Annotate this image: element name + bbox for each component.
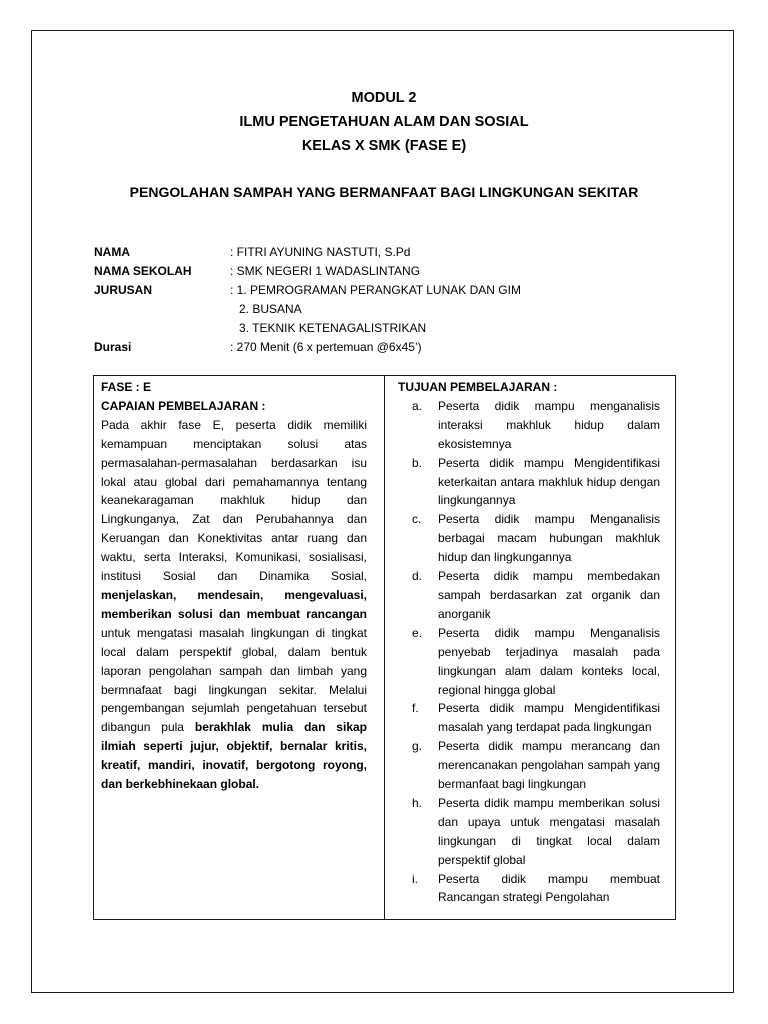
fase-label: FASE : E [101, 380, 152, 394]
capaian-text-1: Pada akhir fase E, peserta didik memiliki kemampuan menciptakan solusi atas permasalahan-permasalahan berdasarkan isu lokal atau global dari pemahamannya tentang keanekaragaman makhluk hidup dan Lingkunganya, Zat dan Perubahannya dan Keruangan dan Konektivitas antar ruang dan waktu, serta Interaksi, Komunikasi, sosialisasi, institusi Sosial dan Dinamika Sosial, [101, 417, 367, 584]
goal-letter: h. [412, 795, 423, 810]
jurusan-item-1: : 1. PEMROGRAMAN PERANGKAT LUNAK DAN GIM [230, 283, 521, 297]
goal-letter: g. [412, 739, 423, 754]
table-divider [384, 376, 385, 919]
goal-item [398, 397, 660, 454]
topic-title: PENGOLAHAN SAMPAH YANG BERMANFAAT BAGI LINGKUNGAN SEKITAR [129, 184, 639, 200]
goal-text: Peserta didik mampu merancang dan merencanakan pengolahan sampah yang bermanfaat bagi lingkungan [438, 739, 660, 792]
goal-letter: a. [412, 398, 423, 413]
goal-item [398, 794, 660, 870]
capaian-paragraph [101, 416, 367, 794]
goal-text: Peserta didik mampu membuat Rancangan strategi Pengolahan [438, 871, 660, 905]
jurusan-item-2: 2. BUSANA [239, 302, 302, 316]
sekolah-label: NAMA SEKOLAH [94, 264, 192, 278]
goal-item [398, 699, 660, 737]
durasi-label: Durasi [94, 340, 132, 354]
goal-item [398, 737, 660, 794]
goal-text: Peserta didik mampu Menganalisis berbagai macam hubungan makhluk hidup dan lingkungannya [438, 512, 660, 565]
jurusan-item-3: 3. TEKNIK KETENAGALISTRIKAN [239, 321, 427, 335]
tujuan-column [398, 378, 660, 918]
goal-text: Peserta didik mampu memberikan solusi dan upaya untuk mengatasi masalah lingkungan di tingkat local dalam perspektif global [438, 795, 660, 867]
goal-letter: c. [412, 512, 422, 527]
capaian-text-bold-1: menjelaskan, mendesain, mengevaluasi, memberikan solusi dan membuat rancangan [101, 587, 367, 621]
nama-label: NAMA [94, 245, 130, 259]
goal-text: Peserta didik mampu membedakan sampah berdasarkan zat organik dan anorganik [438, 569, 660, 621]
tujuan-heading: TUJUAN PEMBELAJARAN : [398, 380, 558, 394]
goal-letter: f. [412, 701, 419, 716]
goal-item [398, 624, 660, 700]
subject-title: ILMU PENGETAHUAN ALAM DAN SOSIAL [239, 114, 529, 130]
goal-letter: b. [412, 455, 423, 470]
goal-letter: d. [412, 569, 423, 584]
goal-text: Peserta didik mampu Mengidentifikasi keterkaitan antara makhluk hidup dengan lingkungannya [438, 455, 660, 508]
capaian-text-bold-2: berakhlak mulia dan sikap ilmiah seperti jujur, objektif, bernalar kritis, kreatif, mandiri, inovatif, bergotong royong, dan berkebhinekaan global. [101, 720, 367, 792]
goal-item [398, 510, 660, 567]
class-title: KELAS X SMK (FASE E) [301, 138, 467, 154]
goal-item [398, 454, 660, 511]
learning-table [93, 375, 676, 920]
capaian-text-2: untuk mengatasi masalah lingkungan di tingkat local dalam perspektif global, dalam bentuk laporan pengolahan sampah dan limbah yang bermnafaat bagi lingkungan sekitar. Melalui pengembangan sejumlah pengetahuan tersebut dibangun pula [101, 625, 367, 735]
capaian-heading: CAPAIAN PEMBELAJARAN : [101, 398, 266, 413]
module-title: MODUL 2 [351, 90, 417, 106]
goal-letter: i. [412, 871, 418, 886]
goal-text: Peserta didik mampu Mengidentifikasi masalah yang terdapat pada lingkungan [438, 701, 660, 735]
sekolah-value: : SMK NEGERI 1 WADASLINTANG [230, 264, 421, 278]
goal-item [398, 567, 660, 624]
durasi-value: : 270 Menit (6 x pertemuan @6x45’) [230, 340, 422, 354]
goal-text: Peserta didik mampu Menganalisis penyebab terjadinya masalah pada lingkungan alam dalam konteks local, regional hingga global [438, 625, 660, 697]
capaian-column [101, 378, 367, 794]
jurusan-label: JURUSAN [94, 283, 153, 297]
goal-item [398, 870, 660, 908]
goal-text: Peserta didik mampu menganalisis interaksi makhluk hidup dalam ekosistemnya [438, 398, 660, 451]
goal-letter: e. [412, 625, 423, 640]
nama-value: : FITRI AYUNING NASTUTI, S.Pd [230, 245, 411, 259]
